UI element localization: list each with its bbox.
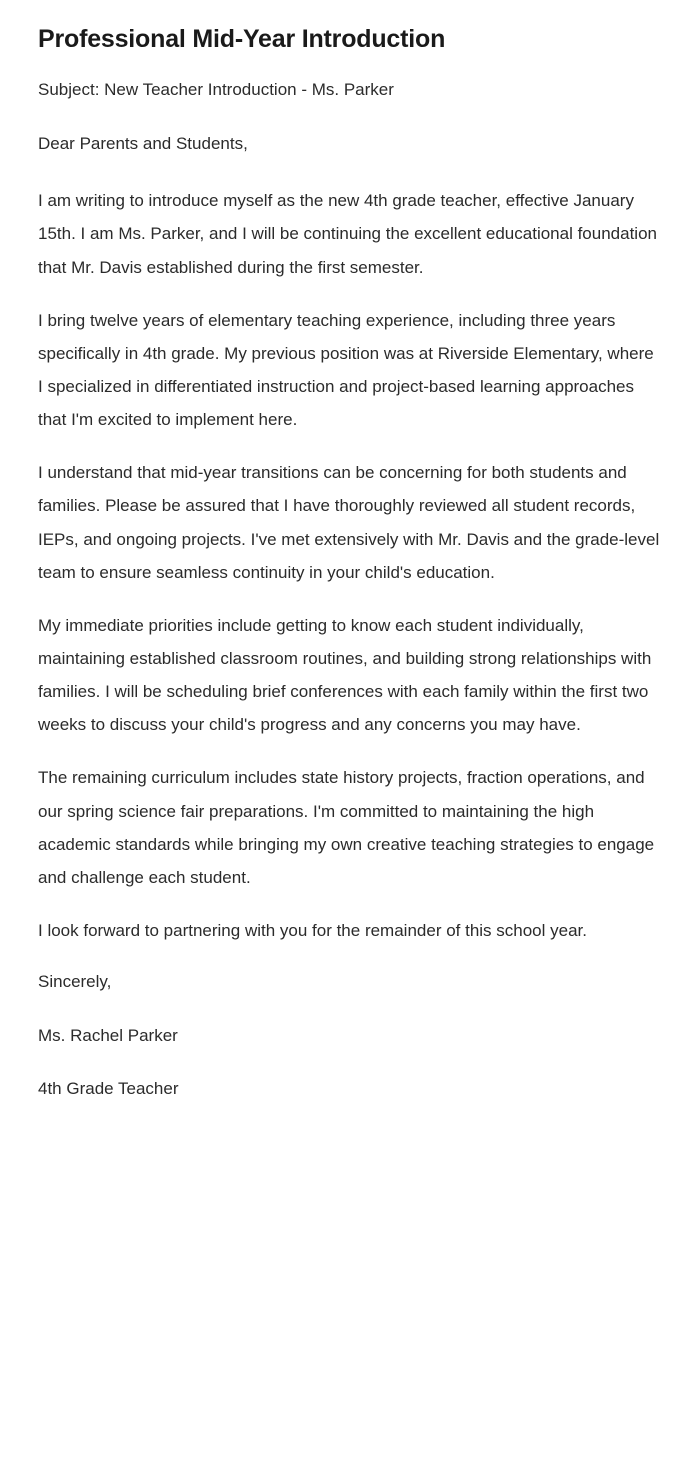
body-paragraph: My immediate priorities include getting to know each student individually, maintaining established classroom routines, and building strong relationships with families. I will be scheduling brief conferences with each family within the first two weeks to discuss your child's progress and any concerns you may have. bbox=[38, 615, 652, 735]
body-paragraph: I bring twelve years of elementary teaching experience, including three years specifically in 4th grade. My previous position was at Riverside Elementary, where I specialized in differentiated instruction and project-based learning approaches that I'm excited to implement here. bbox=[38, 310, 654, 430]
subject-line: Subject: New Teacher Introduction - Ms. Parker bbox=[38, 80, 394, 100]
body-paragraph: I understand that mid-year transitions can be concerning for both students and families. Please be assured that I have thoroughly reviewed all student records, IEPs, and ongoing projects. I've met extensively with Mr. Davis and the grade-level team to ensure seamless continuity in your child's education. bbox=[38, 463, 660, 582]
body-paragraph: I am writing to introduce myself as the new 4th grade teacher, effective January 15th. I am Ms. Parker, and I will be continuing the excellent educational foundation that Mr. Davis established during the first semester. bbox=[38, 191, 657, 277]
signature-role: 4th Grade Teacher bbox=[38, 1079, 179, 1099]
body-paragraph: I look forward to partnering with you for the remainder of this school year. bbox=[38, 920, 587, 940]
page-title: Professional Mid-Year Introduction bbox=[38, 25, 446, 53]
salutation: Dear Parents and Students, bbox=[38, 133, 248, 153]
body-paragraph: The remaining curriculum includes state history projects, fraction operations, and our spring science fair preparations. I'm committed to maintaining the high academic standards while bringing my own creative teaching strategies to engage and challenge each student. bbox=[38, 768, 655, 887]
signature-name: Ms. Rachel Parker bbox=[38, 1025, 178, 1045]
closing-line: Sincerely, bbox=[38, 972, 112, 992]
